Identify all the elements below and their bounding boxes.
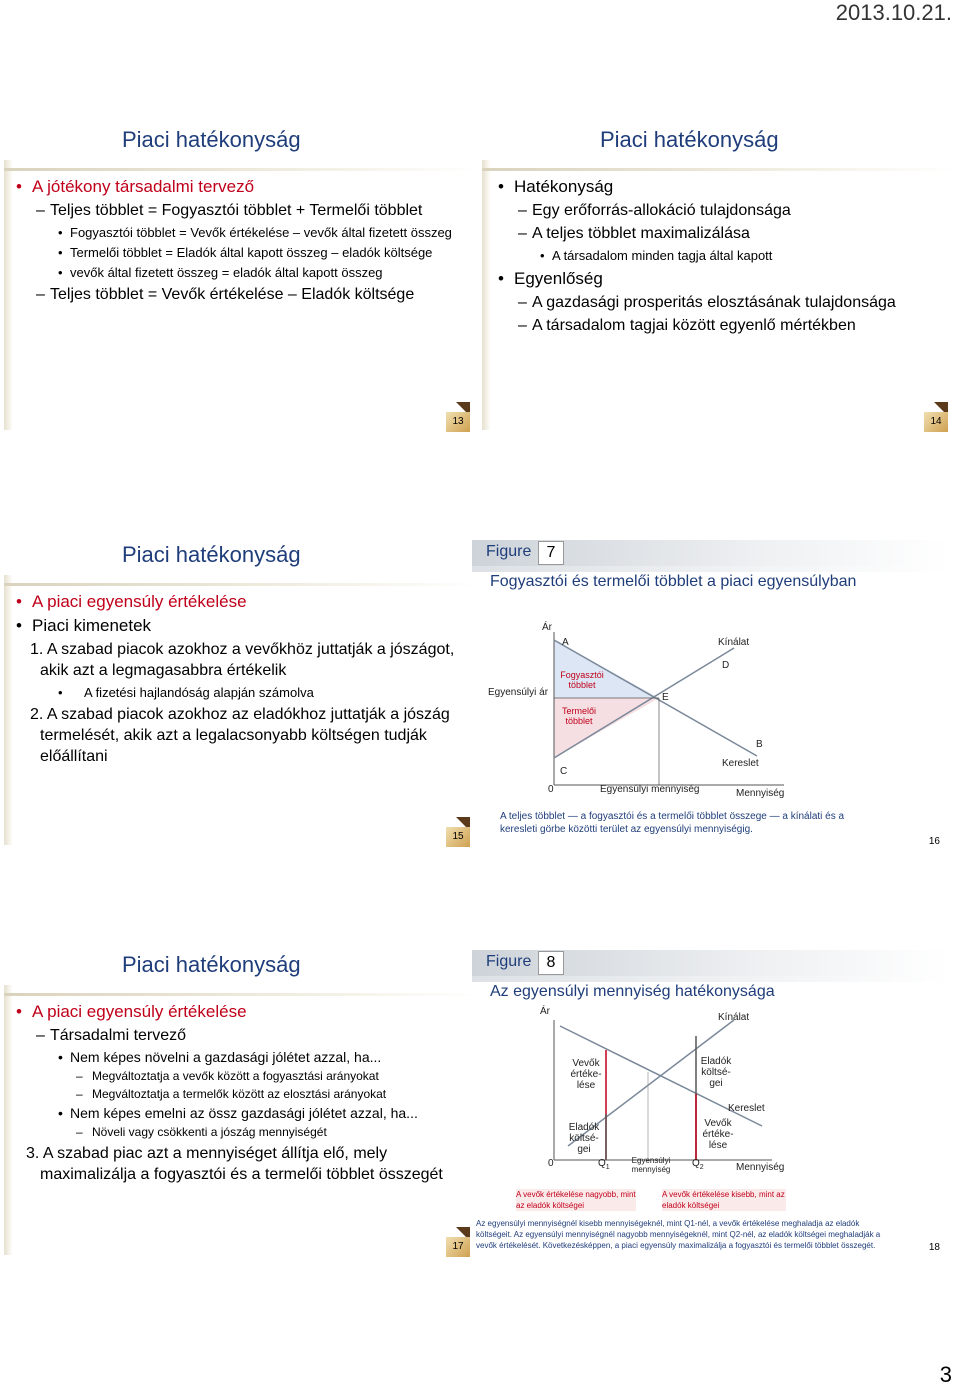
slide-13 xyxy=(4,130,480,436)
sub-bullet: – Teljes többlet = Vevők értékelése – Eladók költsége xyxy=(10,284,472,305)
figure-caption: Az egyensúlyi mennyiségnél kisebb mennyiségeknél, mint Q1-nél, a vevők értékelése meghaladja az eladók költségeit. Az egyensúlyi mennyiségnél nagyobb mennyiségeknél, mint Q2-nél, az eladók költségei meghaladják a vevők értékelését. Következésképpen, a piaci egyensúly maximalizálja a fogyasztói és termelői többlet összegét. xyxy=(476,1219,881,1250)
sub-bullet: – A társadalom tagjai között egyenlő mértékben xyxy=(492,315,950,336)
slide-number-badge: 14 xyxy=(922,402,948,432)
slide-14 xyxy=(482,130,958,436)
figure-title: Az egyensúlyi mennyiség hatékonysága xyxy=(490,983,775,1000)
slide-15 xyxy=(4,545,480,851)
eq-qty-label: Egyensúlyi mennyiség xyxy=(631,1156,671,1174)
x-axis-label: Mennyiség xyxy=(736,1162,785,1173)
sub-sub-bullet: • Termelői többlet = Eladók által kapott összeg – eladók költsége xyxy=(10,243,472,262)
q1-label: $Q_1$ xyxy=(598,1158,610,1171)
point-e: E xyxy=(662,692,669,703)
supply-label: Kínálat xyxy=(718,1012,750,1023)
slide-17 xyxy=(4,955,480,1261)
sub-bullet: • A fizetési hajlandóság alapján számolva xyxy=(10,683,472,702)
figure-number: 8 xyxy=(538,951,564,975)
page-number: 3 xyxy=(939,1362,952,1387)
bullet: • Hatékonyság xyxy=(492,176,950,197)
slide-number: 16 xyxy=(928,836,940,846)
buyers-value-q1-label: Vevők értéke-lése xyxy=(570,1058,602,1091)
bullet: • A piaci egyensúly értékelése xyxy=(10,1001,472,1022)
sub-sub-sub-bullet: – Megváltoztatja a vevők között a fogyasztási arányokat xyxy=(10,1068,472,1085)
point-c: C xyxy=(560,766,568,777)
point-d: D xyxy=(722,660,730,671)
eq-price-label: Egyensúlyi ár xyxy=(488,687,549,698)
bullet: • A piaci egyensúly értékelése xyxy=(10,591,472,612)
buyers-value-q2-label: Vevők értéke-lése xyxy=(702,1118,734,1151)
y-axis-label: Ár xyxy=(540,1006,550,1017)
sub-sub-bullet: • Nem képes növelni a gazdasági jólétet azzal, ha... xyxy=(10,1048,472,1067)
sub-bullet: – A gazdasági prosperitás elosztásának tulajdonsága xyxy=(492,292,950,313)
slide-number-badge: 17 xyxy=(444,1227,470,1257)
bullet: • Piaci kimenetek xyxy=(10,615,472,636)
q2-label: $Q_2$ xyxy=(692,1158,704,1171)
sub-sub-bullet: • vevők által fizetett összeg = eladók által kapott összeg xyxy=(10,263,472,282)
figure-label: Figure xyxy=(486,953,532,970)
figure-title: Fogyasztói és termelői többlet a piaci egyensúlyban xyxy=(490,573,857,590)
slide-title: Piaci hatékonyság xyxy=(600,130,779,152)
consumer-surplus-label: Fogyasztói többlet xyxy=(560,670,604,690)
producer-surplus-label: Termelői többlet xyxy=(561,706,596,726)
origin-label: 0 xyxy=(548,1158,554,1169)
sellers-cost-q2-label: Eladók költsé-gei xyxy=(700,1056,732,1089)
slide-number-badge: 13 xyxy=(444,402,470,432)
slide-title: Piaci hatékonyság xyxy=(122,545,301,567)
y-axis-label: Ár xyxy=(542,622,552,633)
figure-8 xyxy=(472,950,950,1256)
note-right: A vevők értékelése kisebb, mint az eladók költségei xyxy=(662,1190,785,1210)
figure-caption: A teljes többlet — a fogyasztói és a termelői többlet összege — a kínálati és a keresleti görbe közötti terület az egyensúlyi mennyiségig. xyxy=(500,811,845,835)
slide-number-badge: 15 xyxy=(444,817,470,847)
figure-label: Figure xyxy=(486,543,532,560)
demand-label: Kereslet xyxy=(722,758,759,769)
demand-label: Kereslet xyxy=(728,1103,765,1114)
sub-sub-bullet: • Nem képes emelni az össz gazdasági jólétet azzal, ha... xyxy=(10,1104,472,1123)
numbered-item: 3. A szabad piac azt a mennyiséget állítja elő, mely maximalizálja a fogyasztói és a termelői többlet összegét xyxy=(26,1145,443,1183)
bullet: • Egyenlőség xyxy=(492,268,950,289)
sub-bullet: – Egy erőforrás-allokáció tulajdonsága xyxy=(492,200,950,221)
sub-sub-bullet: • A társadalom minden tagja által kapott xyxy=(492,246,950,265)
slide-number: 18 xyxy=(928,1242,940,1253)
slide-title: Piaci hatékonyság xyxy=(122,955,301,977)
figure-7 xyxy=(472,540,950,846)
note-left: A vevők értékelése nagyobb, mint az eladók költségei xyxy=(516,1190,636,1210)
sellers-cost-q1-label: Eladók költsé-gei xyxy=(568,1122,600,1155)
point-b: B xyxy=(756,739,763,750)
sub-bullet: – A teljes többlet maximalizálása xyxy=(492,223,950,244)
sub-sub-bullet: • Fogyasztói többlet = Vevők értékelése – vevők által fizetett összeg xyxy=(10,223,472,242)
point-a: A xyxy=(562,637,569,648)
eq-qty-label: Egyensúlyi mennyiség xyxy=(600,784,700,795)
numbered-item: 2. A szabad piacok azokhoz az eladókhoz juttatják a jószág termelését, akik azt a legalacsonyabb költségen tudják előállítani xyxy=(30,706,450,765)
figure-number: 7 xyxy=(538,541,564,565)
supply-label: Kínálat xyxy=(718,637,750,648)
numbered-item: 1. A szabad piacok azokhoz a vevőkhöz juttatják a jószágot, akik azt a legmagasabbra értékelik xyxy=(30,641,455,679)
x-axis-label: Mennyiség xyxy=(736,788,785,799)
sub-sub-sub-bullet: – Megváltoztatja a termelők között az elosztási arányokat xyxy=(10,1086,472,1103)
sub-sub-sub-bullet: – Növeli vagy csökkenti a jószág mennyiségét xyxy=(10,1124,472,1141)
sub-bullet: – Társadalmi tervező xyxy=(10,1025,472,1046)
sub-bullet: – Teljes többlet = Fogyasztói többlet + Termelői többlet xyxy=(10,200,472,221)
bullet: • A jótékony társadalmi tervező xyxy=(10,176,472,197)
origin-label: 0 xyxy=(548,784,554,795)
date-header: 2013.10.21. xyxy=(835,0,952,25)
slide-title: Piaci hatékonyság xyxy=(122,130,301,152)
